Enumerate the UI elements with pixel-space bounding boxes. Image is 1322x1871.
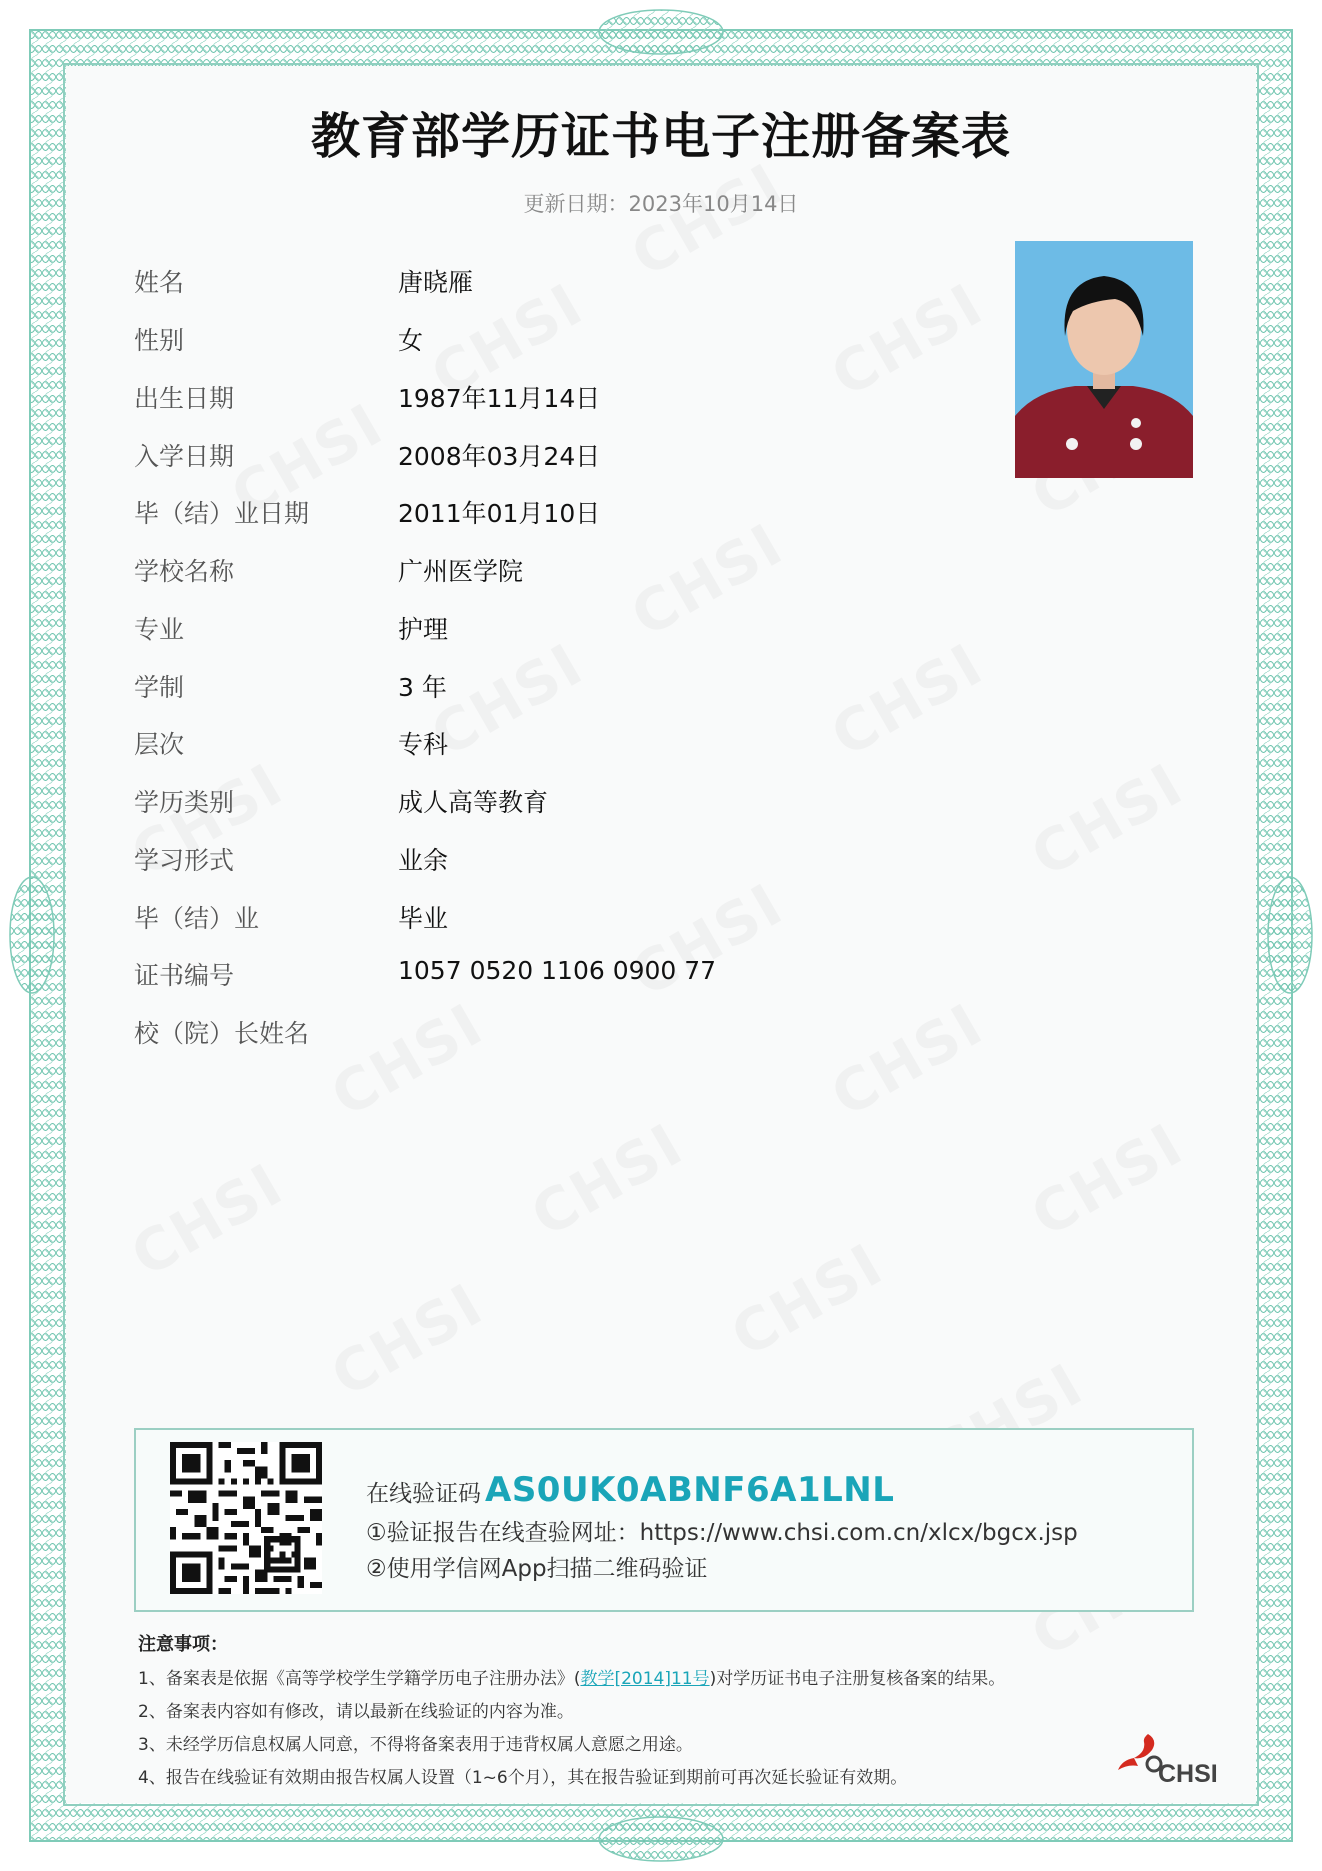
watermark-text [620, 510, 795, 650]
watermark-text [1020, 1110, 1195, 1250]
verify-app-line: ②使用学信网App扫描二维码验证 [366, 1556, 708, 1582]
field-value: 唐晓雁 [398, 268, 474, 297]
watermark-text [520, 1110, 695, 1250]
watermark-text [320, 990, 495, 1130]
verify-code[interactable]: AS0UK0ABNF6A1LNL [485, 1470, 895, 1510]
verification-box [134, 1428, 1194, 1612]
field-label: 毕（结）业 [134, 904, 260, 933]
field-value: 广州医学院 [398, 557, 524, 586]
watermark-text [620, 150, 795, 290]
note-1 [138, 1664, 1005, 1689]
field-value: 专科 [398, 730, 449, 759]
field-value: 2011年01月10日 [398, 499, 601, 528]
field-value: 1987年11月14日 [398, 384, 601, 413]
field-label: 学制 [134, 673, 185, 702]
watermark-text [120, 1150, 295, 1290]
id-photo [1015, 241, 1193, 478]
chsi-logo-text: CHSI [1158, 1760, 1218, 1788]
watermark-text [620, 870, 795, 1010]
verify-code-label: 在线验证码 [366, 1481, 481, 1507]
watermark-text [820, 270, 995, 410]
field-value: 毕业 [398, 904, 449, 933]
field-label: 学习形式 [134, 846, 235, 875]
watermark-text [320, 1270, 495, 1410]
field-value: 2008年03月24日 [398, 442, 601, 471]
field-label: 层次 [134, 730, 185, 759]
field-value: 护理 [398, 615, 449, 644]
note-1-suffix: )对学历证书电子注册复核备案的结果。 [709, 1669, 1006, 1689]
field-label: 校（院）长姓名 [134, 1019, 310, 1048]
note-3: 3、未经学历信息权属人同意，不得将备案表用于违背权属人意愿之用途。 [138, 1735, 693, 1755]
qr-code[interactable] [170, 1442, 322, 1594]
field-label: 出生日期 [134, 384, 235, 413]
watermark-text [820, 630, 995, 770]
update-date: 更新日期：2023年10月14日 [523, 192, 799, 216]
note-1-prefix: 1、备案表是依据《高等学校学生学籍学历电子注册办法》( [138, 1669, 581, 1689]
field-value: 1057 0520 1106 0900 77 [398, 956, 717, 985]
field-label: 证书编号 [134, 961, 235, 990]
field-value: 业余 [398, 846, 449, 875]
note-2: 2、备案表内容如有修改，请以最新在线验证的内容为准。 [138, 1702, 574, 1722]
field-value: 女 [398, 326, 424, 355]
notes-title: 注意事项： [138, 1634, 228, 1655]
regulation-link[interactable]: 教学[2014]11号 [580, 1669, 710, 1689]
field-label: 入学日期 [134, 442, 235, 471]
field-label: 性别 [134, 326, 185, 355]
watermark-text [720, 1230, 895, 1370]
note-4: 4、报告在线验证有效期由报告权属人设置（1~6个月），其在报告验证到期前可再次延长验证有效期。 [138, 1768, 908, 1788]
field-label: 姓名 [134, 268, 185, 297]
page-title: 教育部学历证书电子注册备案表 [310, 108, 1011, 165]
field-value: 成人高等教育 [398, 788, 549, 817]
verify-url-line[interactable]: ①验证报告在线查验网址：https://www.chsi.com.cn/xlcx/bgcx.jsp [366, 1520, 1078, 1546]
field-value: 3 年 [398, 673, 447, 702]
field-label: 毕（结）业日期 [134, 499, 310, 528]
watermark-text [1020, 750, 1195, 890]
field-label: 专业 [134, 615, 185, 644]
field-label: 学历类别 [134, 788, 235, 817]
verify-code-line [366, 1470, 894, 1510]
field-label: 学校名称 [134, 557, 235, 586]
watermark-text [820, 990, 995, 1130]
